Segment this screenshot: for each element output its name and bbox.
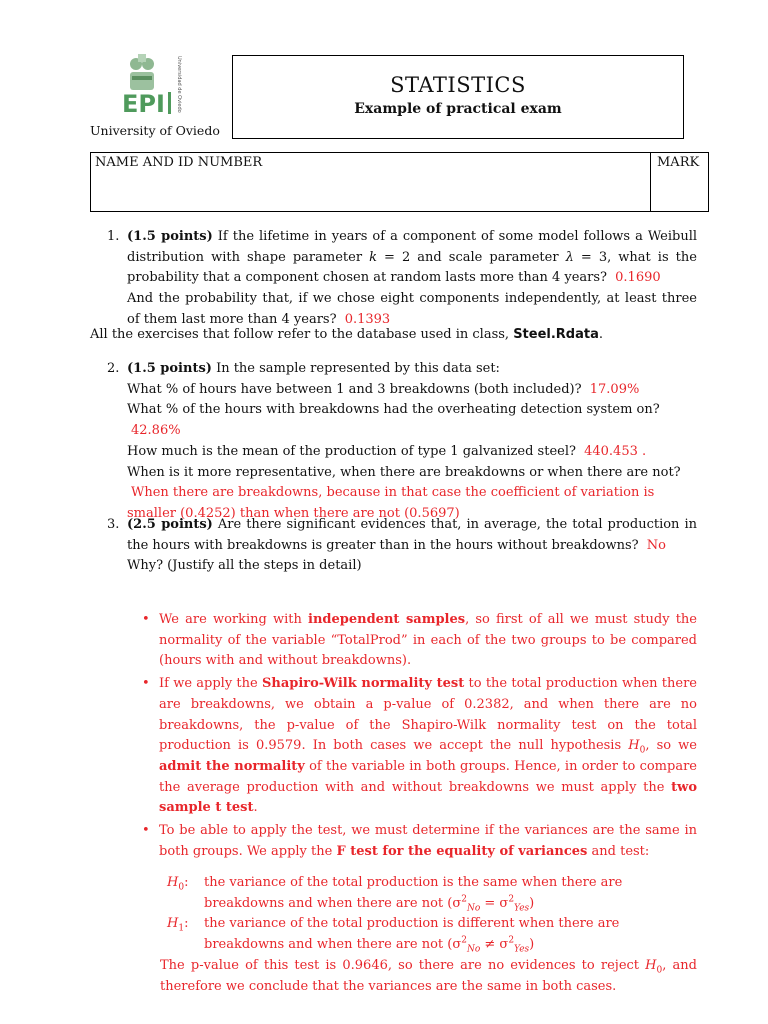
h1-text: the variance of the total production is different when there are breakdowns and when there are not	[204, 916, 620, 953]
name-id-label: NAME AND ID NUMBER	[95, 155, 263, 170]
name-mark-box	[90, 152, 709, 212]
bullet-1-post: , so first of all we must study the normality of the variable “TotalProd” in each of the two groups to be compared (hours with and without breakdowns).	[159, 612, 697, 669]
question-1-answer-b: 0.1393	[344, 311, 391, 327]
bullet-icon: •	[142, 612, 150, 627]
page-subtitle: Example of practical exam	[354, 101, 562, 117]
question-2-intro: In the sample represented by this data set:	[216, 361, 500, 376]
dataset-name: Steel.Rdata	[513, 327, 599, 342]
h1-formula: $(\sigma^2_{No} \ne \sigma^2_{Yes})$	[447, 935, 535, 955]
title-box	[232, 55, 684, 139]
bullet-3-bold: F test for the equality of variances	[336, 843, 588, 859]
question-3-points: (2.5 points)	[127, 517, 213, 532]
question-2-number: 2.	[107, 361, 120, 376]
hypothesis-h0	[167, 873, 697, 914]
bullet-2-bold-2: admit the normality	[159, 758, 305, 774]
question-1-text-b: And the probability that, if we chose eight components independently, at least three of them last more than 4 years?	[127, 291, 697, 327]
bullet-2-bold-1: Shapiro-Wilk normality test	[262, 676, 465, 692]
h0-label: $H_0$:	[167, 875, 189, 893]
question-2-answer-3-end: .	[642, 443, 647, 459]
logo-wordmark: EPI	[122, 90, 165, 118]
lambda-equation: = 3, what is the probability that a component chosen at random lasts more than 4 years?	[127, 249, 697, 286]
h1-label: $H_1$:	[167, 916, 189, 934]
question-2-answer-2: 42.86%	[131, 423, 181, 439]
bullet-2-bold-3: two sample t test	[159, 779, 697, 816]
conclusion-pre: The p-value of this test is 0.9646, so there are no evidences to reject	[160, 958, 640, 973]
lambda-variable: λ	[565, 249, 574, 265]
question-2	[107, 359, 697, 525]
mark-label: MARK	[657, 155, 700, 170]
hypothesis-h1	[167, 914, 697, 955]
bullet-3-post: and test:	[591, 843, 650, 859]
question-3-why: Why? (Justify all the steps in detail)	[127, 558, 362, 574]
conclusion-post: , and therefore we conclude that the variances are the same in both cases.	[160, 958, 697, 994]
list-item	[142, 674, 697, 819]
k-equation: = 2 and scale parameter	[384, 249, 559, 265]
bullet-2-h0-sub: 0	[639, 745, 646, 756]
bullet-icon: •	[142, 676, 150, 692]
logo-emblem-icon	[112, 50, 204, 122]
question-2-line-4: When is it more representative, when there are breakdowns or when there are not?	[127, 464, 681, 480]
bullet-2-mid-3: of the variable in both groups. Hence, in order to compare the average production with and without breakdowns we must apply the	[159, 758, 697, 795]
question-1-number: 1.	[107, 229, 120, 244]
bullet-3-pre: To be able to apply the test, we must determine if the variances are the same in both groups. We apply the	[159, 823, 697, 859]
dataset-note-end: .	[598, 327, 604, 342]
bullet-2-h0: H	[628, 738, 640, 754]
page-title: STATISTICS	[390, 73, 526, 97]
question-2-answer-3: 440.453	[584, 443, 638, 459]
question-2-answer-1: 17.09%	[589, 381, 640, 397]
mark-divider	[650, 153, 651, 211]
question-2-line-1: What % of hours have between 1 and 3 breakdowns (both included)?	[127, 381, 582, 397]
h0-text: the variance of the total production is the same when there are breakdowns and when there are not	[204, 875, 623, 911]
dataset-note	[90, 325, 697, 346]
h0-formula: $(\sigma^2_{No} = \sigma^2_{Yes})$	[447, 894, 535, 914]
question-2-points: (1.5 points)	[127, 361, 212, 376]
conclusion-h: H	[645, 958, 657, 973]
bullet-1-pre: We are working with	[159, 612, 302, 627]
question-3-text: Are there significant evidences that, in average, the total production in the hours with breakdowns is greater than in the hours without breakdowns?	[127, 517, 697, 553]
question-2-line-2: What % of the hours with breakdowns had the overheating detection system on?	[127, 402, 660, 418]
university-logo	[112, 50, 204, 122]
list-item	[142, 610, 697, 672]
conclusion	[160, 956, 697, 997]
bullet-2-mid-2: , so we	[645, 738, 697, 754]
dataset-note-text: All the exercises that follow refer to the database used in class,	[90, 327, 510, 342]
bullet-2-mid-1: to the total production when there are breakdowns, we obtain a p-value of 0.2382, and when there are no breakdowns, the p-value of the Shapiro-Wilk normality test on the total production is 0.9579. In both cases we accept the null hypothesis	[159, 676, 698, 754]
bullet-icon: •	[142, 823, 150, 839]
question-1-answer-a: 0.1690	[615, 270, 661, 286]
question-3	[107, 515, 697, 577]
conclusion-h-sub: 0	[656, 965, 663, 976]
question-2-answer-4: When there are breakdowns, because in that case the coefficient of variation is smaller (0.4252) than when there are not (0.5697)	[127, 485, 655, 521]
bullet-1-bold: independent samples	[308, 612, 466, 627]
question-1	[107, 227, 697, 331]
question-3-number: 3.	[107, 517, 120, 532]
bullet-2-end: .	[253, 800, 258, 816]
question-1-points: (1.5 points)	[127, 229, 213, 244]
question-1-text-a: If the lifetime in years of a component of some model follows a Weibull distribution with shape parameter	[127, 229, 698, 265]
hypotheses	[167, 873, 697, 956]
question-3-answer: No	[646, 537, 666, 553]
answer-bullet-list	[142, 610, 697, 864]
logo-side-text: Universidad de Oviedo	[176, 56, 182, 113]
list-item	[142, 821, 697, 862]
k-variable: k	[369, 249, 377, 265]
bullet-2-pre: If we apply the	[159, 676, 258, 692]
question-2-line-3: How much is the mean of the production of type 1 galvanized steel?	[127, 443, 576, 459]
university-name: University of Oviedo	[90, 123, 220, 138]
